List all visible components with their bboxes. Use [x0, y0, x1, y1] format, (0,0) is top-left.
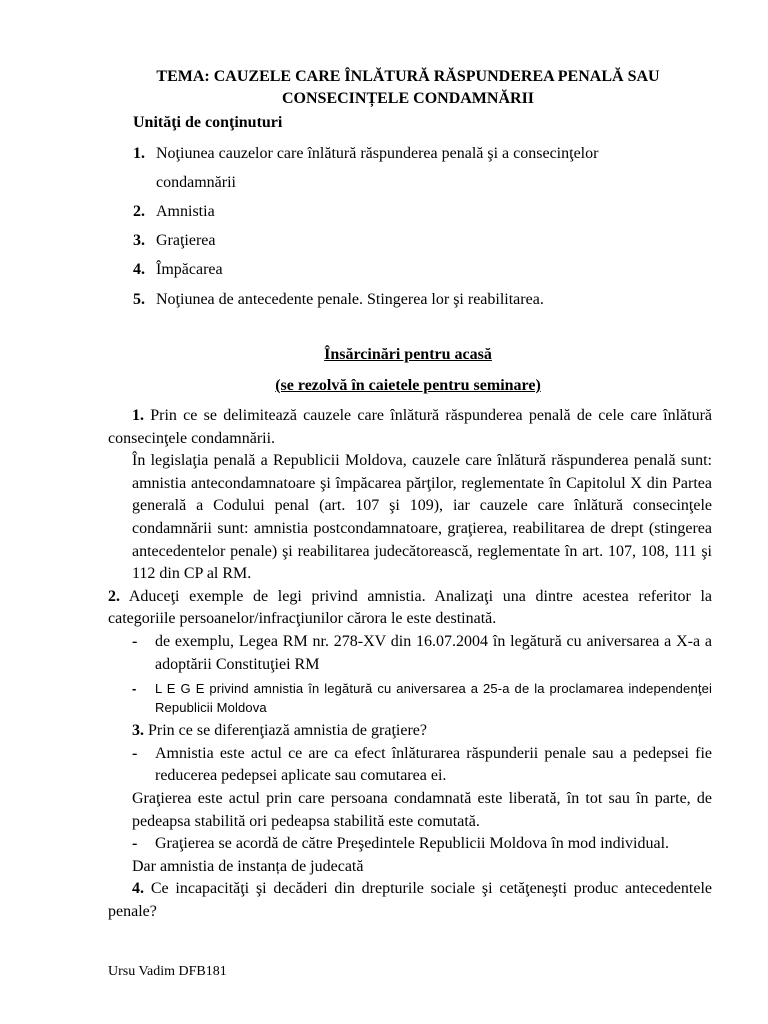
question-4 [108, 878, 712, 923]
paragraph-amnistia: Dar amnistia de instanța de judecată [132, 857, 364, 875]
unit-text: Graţierea [156, 232, 216, 249]
answer-1: În legislaţia penală a Republicii Moldova, cauzele care înlătură răspunderea penală sunt: amnistia antecondamnatoare şi împăcarea părţilor, reglementate în Capitolul X din Partea generală a Codului penal (art. 107 şi 109), iar cauzele care înlătură consecinţele condamnării sunt: amnistia postcondamnatoare, graţierea, reabilitarea de drept (stingerea antecedentelor penale) şi reabilitarea judecătorească, reglementate în art. 107, 108, 111 şi 112 din CP al RM. [132, 452, 712, 583]
question-number: 3. [132, 722, 144, 740]
document-title [108, 66, 708, 110]
dash-bullet: - [132, 632, 138, 650]
unit-number: 2. [133, 203, 145, 220]
unit-text: Amnistia [156, 203, 215, 220]
question-number: 2. [108, 587, 120, 605]
dash-bullet: - [132, 744, 138, 762]
unit-number: 4. [133, 261, 145, 278]
question-2 [108, 586, 712, 631]
bullet-text: de exemplu, Legea RM nr. 278-XV din 16.07.2004 în legătură cu aniversarea a X-a a adoptării Constituţiei RM [155, 632, 712, 673]
question-text: Prin ce se delimitează cauzele care înlătură răspunderea penală de cele care înlătură consecinţele condamnării. [108, 407, 713, 447]
question-number: 1. [132, 407, 144, 424]
question-number: 4. [132, 880, 144, 898]
unit-number: 1. [133, 145, 145, 162]
unit-item-1 [133, 139, 713, 197]
bullet-item-4 [108, 833, 712, 856]
unit-number: 5. [133, 291, 145, 308]
question-3 [108, 720, 712, 743]
dash-bullet: - [132, 835, 138, 853]
bullet-item-2 [108, 679, 712, 717]
homework-heading: Însărcinări pentru acasă [324, 346, 492, 363]
unit-item-4 [133, 255, 713, 284]
bullet-item-3 [108, 743, 712, 788]
unit-text: Noţiunea de antecedente penale. Stingerea lor şi reabilitarea. [156, 291, 544, 308]
question-text: Prin ce se diferenţiază amnistia de graţiere? [148, 722, 427, 740]
bullet-text: Graţierea se acordă de către Preşedintele Republicii Moldova în mod individual. [155, 835, 670, 853]
units-heading: Unităţi de conţinuturi [133, 114, 283, 131]
unit-number: 3. [133, 232, 145, 249]
question-text: Ce incapacităţi şi decăderi din drepturile sociale şi cetăţeneşti produc antecedentele penale? [108, 880, 712, 920]
homework-body [108, 405, 712, 923]
unit-item-3 [133, 226, 713, 255]
unit-item-2 [133, 197, 713, 226]
title-line-1: TEMA: CAUZELE CARE ÎNLĂTURĂ RĂSPUNDEREA PENALĂ SAU [156, 68, 660, 85]
page-footer: Ursu Vadim DFB181 [108, 964, 227, 979]
bullet-text: L E G E privind amnistia în legătură cu aniversarea a 25-a de la proclamarea independenţei Republicii Moldova [155, 681, 712, 716]
unit-item-5 [133, 285, 713, 314]
homework-subheading: (se rezolvă în caietele pentru seminare) [275, 377, 541, 394]
question-text: Aduceţi exemple de legi privind amnistia. Analizaţi una dintre acestea referitor la categoriile persoanelor/infracţiunilor cărora le este destinată. [108, 587, 712, 628]
unit-text: Împăcarea [156, 261, 223, 278]
question-1 [108, 405, 712, 450]
unit-text-continuation: condamnării [156, 174, 236, 191]
unit-text: Noţiunea cauzelor care înlătură răspunderea penală şi a consecinţelor [156, 145, 599, 162]
bullet-text: Amnistia este actul ce are ca efect înlăturarea răspunderii penale sau a pedepsei fie reducerea pedepsei aplicate sau comutarea ei. [155, 744, 712, 785]
title-line-2: CONSECINȚELE CONDAMNĂRII [281, 90, 535, 107]
paragraph-gratiere: Graţierea este actul prin care persoana condamnată este liberată, în tot sau în parte, de pedeapsa stabilită ori pedeapsa stabilită este comutată. [132, 789, 712, 830]
dash-bullet: - [132, 681, 137, 697]
bullet-item-1 [108, 631, 712, 676]
